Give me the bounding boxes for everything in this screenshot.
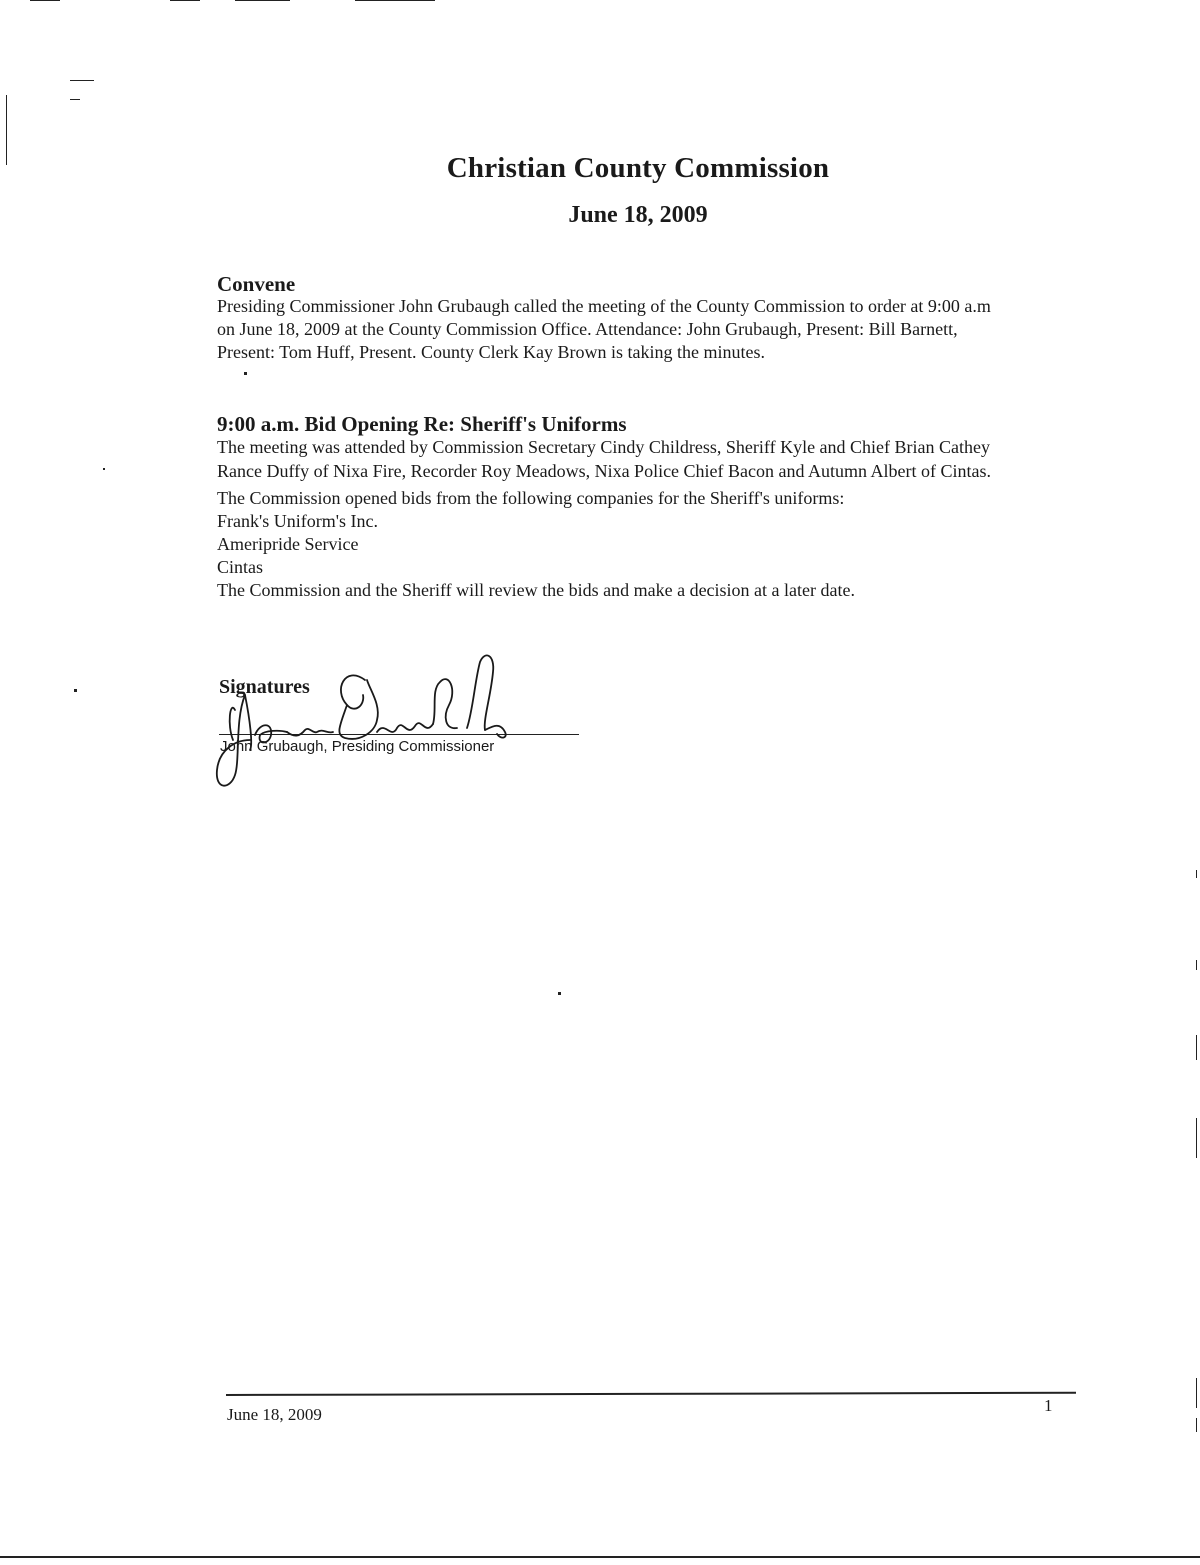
bidder-item: Ameripride Service xyxy=(217,534,359,554)
scan-mark xyxy=(170,0,200,1)
scan-bottom-edge xyxy=(0,1556,1200,1558)
scan-mark xyxy=(235,0,290,1)
scan-mark xyxy=(30,0,60,1)
bid-opening-line: The Commission opened bids from the following companies for the Sheriff's uniforms: xyxy=(217,488,845,508)
convene-line: on June 18, 2009 at the County Commission Office. Attendance: John Grubaugh, Present: Bill Barnett, xyxy=(217,319,958,339)
bid-opening-line: The Commission and the Sheriff will review the bids and make a decision at a later date. xyxy=(217,580,855,600)
signatures-heading: Signatures xyxy=(219,676,310,698)
signature-caption: John Grubaugh, Presiding Commissioner xyxy=(220,738,495,755)
footer-rule xyxy=(226,1392,1076,1396)
scan-mark xyxy=(1196,1378,1197,1408)
scan-mark xyxy=(1196,1118,1197,1158)
bidder-item: Frank's Uniform's Inc. xyxy=(217,511,378,531)
scan-mark xyxy=(1196,870,1197,878)
scan-dot xyxy=(74,689,77,692)
scan-mark xyxy=(355,0,435,1)
convene-line: Present: Tom Huff, Present. County Clerk Kay Brown is taking the minutes. xyxy=(217,342,766,362)
handwritten-signature xyxy=(205,650,515,800)
scan-dot xyxy=(103,468,105,470)
scan-dot xyxy=(244,372,247,375)
bid-opening-heading: 9:00 a.m. Bid Opening Re: Sheriff's Uniforms xyxy=(217,412,627,436)
convene-heading: Convene xyxy=(217,272,296,296)
bidder-item: Cintas xyxy=(217,557,264,577)
scan-dot xyxy=(558,992,561,995)
scan-mark xyxy=(1196,1418,1197,1432)
scan-mark xyxy=(70,99,80,100)
bid-opening-line: The meeting was attended by Commission Secretary Cindy Childress, Sheriff Kyle and Chief Brian Cathey xyxy=(217,437,991,457)
footer-date: June 18, 2009 xyxy=(227,1405,322,1424)
bid-opening-line: Rance Duffy of Nixa Fire, Recorder Roy Meadows, Nixa Police Chief Bacon and Autumn Albert of Cintas. xyxy=(217,461,992,481)
document-title: Christian County Commission xyxy=(446,152,830,184)
page-number: 1 xyxy=(1044,1396,1053,1415)
scan-mark xyxy=(1196,1035,1197,1060)
document-date: June 18, 2009 xyxy=(568,202,708,228)
scan-mark xyxy=(1196,960,1197,970)
convene-line: Presiding Commissioner John Grubaugh called the meeting of the County Commission to order at 9:00 a.m xyxy=(217,296,991,316)
scan-mark xyxy=(70,80,94,81)
